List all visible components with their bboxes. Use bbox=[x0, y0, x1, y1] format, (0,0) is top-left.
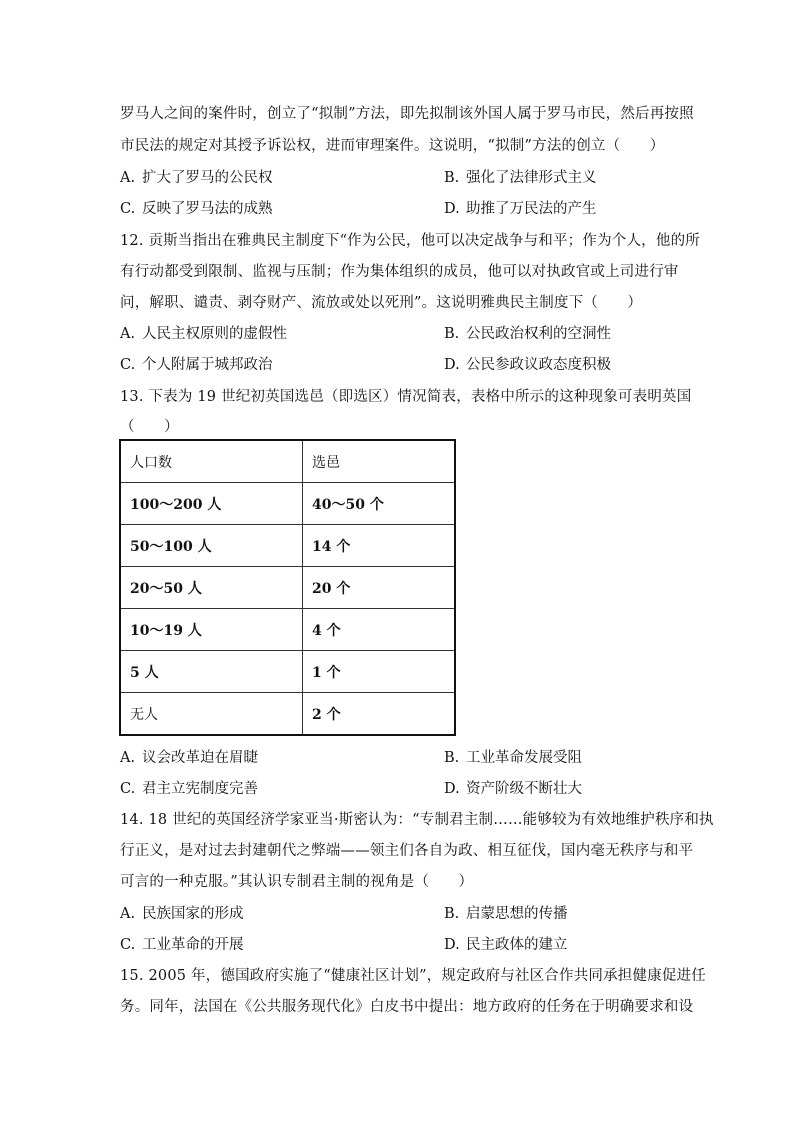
table-cell: 1 个 bbox=[303, 651, 456, 693]
option-d[interactable]: D. 民主政体的建立 bbox=[444, 937, 568, 953]
table-cell: 无人 bbox=[120, 693, 303, 736]
option-d[interactable]: D. 助推了万民法的产生 bbox=[444, 201, 597, 217]
table-row bbox=[120, 525, 455, 567]
question-text-line: 13. 下表为 19 世纪初英国选邑（即选区）情况简表，表格中所示的这种现象可表明英国 bbox=[120, 389, 692, 405]
question-text-line: 14. 18 世纪的英国经济学家亚当·斯密认为：“专制君主制……能够较为有效地维护秩序和执 bbox=[120, 812, 714, 828]
question-text-line: 市民法的规定对其授予诉讼权，进而审理案件。这说明，“拟制”方法的创立（ ） bbox=[120, 138, 665, 154]
option-c[interactable]: C. 个人附属于城邦政治 bbox=[120, 357, 273, 373]
table-cell: 40～50 个 bbox=[303, 483, 456, 525]
option-b[interactable]: B. 启蒙思想的传播 bbox=[444, 906, 568, 922]
option-c[interactable]: C. 君主立宪制度完善 bbox=[120, 781, 258, 797]
option-a[interactable]: A. 民族国家的形成 bbox=[120, 906, 244, 922]
table-cell: 2 个 bbox=[303, 693, 456, 736]
table-cell: 4 个 bbox=[303, 609, 456, 651]
question-text-line: 行正义，是对过去封建朝代之弊端——领主们各自为政、相互征伐，国内毫无秩序与和平 bbox=[120, 843, 694, 859]
question-text-line: （ ） bbox=[120, 419, 179, 435]
option-d[interactable]: D. 公民参政议政态度积极 bbox=[444, 357, 611, 373]
table-row bbox=[120, 651, 455, 693]
option-d[interactable]: D. 资产阶级不断壮大 bbox=[444, 781, 582, 797]
table-header-cell: 选邑 bbox=[303, 440, 456, 483]
option-c[interactable]: C. 反映了罗马法的成熟 bbox=[120, 201, 273, 217]
table-row bbox=[120, 483, 455, 525]
option-a[interactable]: A. 扩大了罗马的公民权 bbox=[120, 170, 273, 186]
option-b[interactable]: B. 强化了法律形式主义 bbox=[444, 170, 597, 186]
table-cell: 10～19 人 bbox=[120, 609, 303, 651]
table-row bbox=[120, 693, 455, 736]
question-text-line: 15. 2005 年，德国政府实施了“健康社区计划”，规定政府与社区合作共同承担健康促进任 bbox=[120, 968, 707, 984]
table-cell: 20～50 人 bbox=[120, 567, 303, 609]
option-b[interactable]: B. 工业革命发展受阻 bbox=[444, 750, 582, 766]
table-cell: 100～200 人 bbox=[120, 483, 303, 525]
table-cell: 20 个 bbox=[303, 567, 456, 609]
option-a[interactable]: A. 议会改革迫在眉睫 bbox=[120, 750, 258, 766]
question-text-line: 务。同年，法国在《公共服务现代化》白皮书中提出：地方政府的任务在于明确要求和设 bbox=[120, 999, 694, 1015]
table-row bbox=[120, 567, 455, 609]
option-a[interactable]: A. 人民主权原则的虚假性 bbox=[120, 326, 287, 342]
question-text-line: 罗马人之间的案件时，创立了“拟制”方法，即先拟制该外国人属于罗马市民，然后再按照 bbox=[120, 106, 694, 122]
table-header-row bbox=[120, 440, 455, 483]
question-text-line: 12. 贡斯当指出在雅典民主制度下“作为公民，他可以决定战争与和平；作为个人，他的所 bbox=[120, 233, 700, 249]
option-c[interactable]: C. 工业革命的开展 bbox=[120, 937, 244, 953]
electoral-district-table bbox=[119, 439, 456, 736]
table-header-cell: 人口数 bbox=[120, 440, 303, 483]
question-text-line: 问，解职、谴责、剥夺财产、流放或处以死刑”。这说明雅典民主制度下（ ） bbox=[120, 295, 643, 311]
option-b[interactable]: B. 公民政治权利的空洞性 bbox=[444, 326, 611, 342]
table-cell: 14 个 bbox=[303, 525, 456, 567]
question-text-line: 有行动都受到限制、监视与压制；作为集体组织的成员，他可以对执政官或上司进行审 bbox=[120, 264, 679, 280]
table-row bbox=[120, 609, 455, 651]
table-cell: 50～100 人 bbox=[120, 525, 303, 567]
question-text-line: 可言的一种克服。”其认识专制君主制的视角是（ ） bbox=[120, 874, 474, 890]
table-cell: 5 人 bbox=[120, 651, 303, 693]
